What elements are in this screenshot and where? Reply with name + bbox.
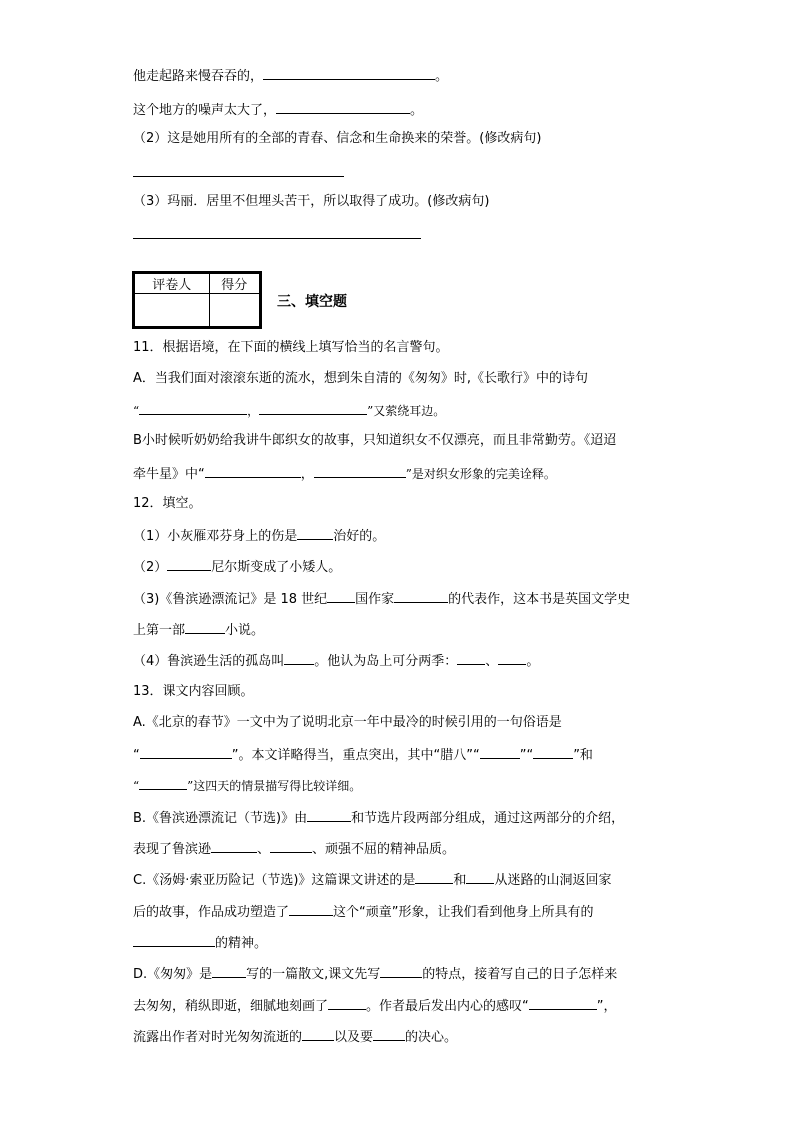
answer-blank[interactable] xyxy=(302,1027,334,1041)
section-title: 三、填空题 xyxy=(277,294,347,310)
answer-blank[interactable] xyxy=(498,651,526,665)
text: 的特点，接着写自己的日子怎样来 xyxy=(422,967,618,982)
q12-item-2 xyxy=(133,557,341,577)
text: （3)《鲁滨逊漂流记》是 18 世纪 xyxy=(133,592,328,607)
text: 。 xyxy=(435,69,449,84)
answer-blank[interactable] xyxy=(314,464,406,478)
text: 和 xyxy=(453,873,467,888)
q13-a-line-3 xyxy=(133,776,361,795)
answer-blank[interactable] xyxy=(297,526,333,540)
answer-blank[interactable] xyxy=(133,933,215,947)
answer-blank[interactable] xyxy=(328,996,366,1010)
text: 上第一部 xyxy=(133,623,186,638)
answer-blank[interactable] xyxy=(466,870,494,884)
text: ， xyxy=(300,467,314,482)
q13-d-line-3 xyxy=(133,1027,457,1047)
text: 这个地方的噪声太大了， xyxy=(133,103,277,118)
text: ”“ xyxy=(519,748,534,763)
text: 。作者最后发出内心的感叹“ xyxy=(366,999,529,1014)
answer-blank[interactable] xyxy=(185,620,225,634)
text: 。他认为岛上可分两季： xyxy=(314,654,458,669)
answer-line[interactable] xyxy=(133,238,421,239)
text: 尼尔斯变成了小矮人。 xyxy=(211,560,342,575)
text: 、 xyxy=(257,842,271,857)
q13-a-line-1: A.《北京的春节》一文中为了说明北京一年中最冷的时候引用的一句俗语是 xyxy=(133,715,562,730)
text: 后的故事，作品成功塑造了 xyxy=(133,905,290,920)
score-cell[interactable] xyxy=(209,294,259,327)
answer-blank[interactable] xyxy=(259,401,367,415)
text: 的决心。 xyxy=(405,1030,458,1045)
text: 以及要 xyxy=(334,1030,374,1045)
text: 表现了鲁滨逊 xyxy=(133,842,212,857)
answer-blank[interactable] xyxy=(276,100,410,114)
text: “ xyxy=(133,748,140,763)
text: D.《匆匆》是 xyxy=(133,967,213,982)
grader-header: 评卷人 xyxy=(135,274,210,294)
question-3: （3）玛丽．居里不但埋头苦干，所以取得了成功。(修改病句) xyxy=(133,194,490,209)
q12-item-3-line-2 xyxy=(133,620,264,640)
answer-blank[interactable] xyxy=(139,401,247,415)
rewrite-line-1 xyxy=(133,66,448,86)
answer-blank[interactable] xyxy=(394,589,448,603)
score-box xyxy=(132,271,262,329)
text: （1）小灰雁邓芬身上的伤是 xyxy=(133,529,298,544)
text: ”， xyxy=(596,999,617,1014)
answer-blank[interactable] xyxy=(140,745,232,759)
text: 流露出作者对时光匆匆流逝的 xyxy=(133,1030,303,1045)
text: 国作家 xyxy=(355,592,395,607)
answer-blank[interactable] xyxy=(380,964,422,978)
answer-line[interactable] xyxy=(133,176,344,177)
q13-a-line-2 xyxy=(133,745,593,765)
q11-a-line-2 xyxy=(133,401,445,420)
text: （2） xyxy=(133,560,168,575)
answer-blank[interactable] xyxy=(289,902,333,916)
answer-blank[interactable] xyxy=(263,66,435,80)
answer-blank[interactable] xyxy=(307,808,351,822)
text: ”又萦绕耳边。 xyxy=(367,404,446,418)
text: 和节选片段两部分组成，通过这两部分的介绍， xyxy=(351,811,625,826)
q11-b-line-1: B小时候听奶奶给我讲牛郎织女的故事，只知道织女不仅漂亮，而且非常勤劳。《迢迢 xyxy=(133,433,617,448)
answer-blank[interactable] xyxy=(415,870,453,884)
text: 小说。 xyxy=(225,623,265,638)
text: 。 xyxy=(410,103,424,118)
score-header: 得分 xyxy=(209,274,259,294)
question-12-stem: 12．填空。 xyxy=(133,496,202,511)
text: ， xyxy=(247,404,260,418)
text: 他走起路来慢吞吞的， xyxy=(133,69,264,84)
q11-a-line-1: A．当我们面对滚滚东逝的流水，想到朱自清的《匆匆》时,《长歌行》中的诗句 xyxy=(133,371,589,386)
answer-blank[interactable] xyxy=(212,964,246,978)
answer-blank[interactable] xyxy=(480,745,520,759)
q13-c-line-1 xyxy=(133,870,611,890)
q12-item-3-line-1 xyxy=(133,589,630,609)
text: “ xyxy=(133,404,140,418)
q12-item-4 xyxy=(133,651,539,671)
text: B.《鲁滨逊漂流记（节选)》由 xyxy=(133,811,308,826)
text: （4）鲁滨逊生活的孤岛叫 xyxy=(133,654,285,669)
answer-blank[interactable] xyxy=(205,464,301,478)
q13-b-line-1 xyxy=(133,808,624,828)
answer-blank[interactable] xyxy=(211,839,257,853)
text: “ xyxy=(133,779,140,793)
answer-blank[interactable] xyxy=(373,1027,405,1041)
text: 、顽强不屈的精神品质。 xyxy=(312,842,456,857)
text: ”这四天的情景描写得比较详细。 xyxy=(187,779,362,793)
text: 牵牛星》中“ xyxy=(133,467,205,482)
text: 的代表作，这本书是英国文学史 xyxy=(448,592,631,607)
q13-b-line-2 xyxy=(133,839,455,859)
grader-cell[interactable] xyxy=(135,294,210,327)
answer-blank[interactable] xyxy=(167,557,211,571)
text: 去匆匆，稍纵即逝，细腻地刻画了 xyxy=(133,999,329,1014)
rewrite-line-2 xyxy=(133,100,423,120)
text: ”和 xyxy=(573,748,593,763)
text: 治好的。 xyxy=(333,529,386,544)
answer-blank[interactable] xyxy=(139,776,187,790)
text: 、 xyxy=(485,654,499,669)
answer-blank[interactable] xyxy=(327,589,355,603)
q13-d-line-2 xyxy=(133,996,617,1016)
q11-b-line-2 xyxy=(133,464,556,484)
q12-item-1 xyxy=(133,526,385,546)
text: 的精神。 xyxy=(215,936,268,951)
answer-blank[interactable] xyxy=(533,745,573,759)
text: ”是对织女形象的完美诠释。 xyxy=(405,467,556,481)
text: ”。本文详略得当，重点突出，其中“腊八”“ xyxy=(231,748,480,763)
text: 这个“顽童”形象，让我们看到他身上所具有的 xyxy=(333,905,594,920)
question-11-stem: 11．根据语境，在下面的横线上填写恰当的名言警句。 xyxy=(133,340,449,355)
answer-blank[interactable] xyxy=(529,996,597,1010)
answer-blank[interactable] xyxy=(270,839,312,853)
question-2: （2）这是她用所有的全部的青春、信念和生命换来的荣誉。(修改病句) xyxy=(133,131,542,146)
text: 写的一篇散文,课文先写 xyxy=(246,967,381,982)
answer-blank[interactable] xyxy=(284,651,314,665)
text: C.《汤姆·索亚历险记（节选)》这篇课文讲述的是 xyxy=(133,873,416,888)
q13-c-line-2 xyxy=(133,902,594,922)
answer-blank[interactable] xyxy=(457,651,485,665)
q13-d-line-1 xyxy=(133,964,617,984)
text: 从迷路的山洞返回家 xyxy=(494,873,612,888)
text: 。 xyxy=(526,654,540,669)
question-13-stem: 13．课文内容回顾。 xyxy=(133,684,254,699)
q13-c-line-3 xyxy=(133,933,267,953)
